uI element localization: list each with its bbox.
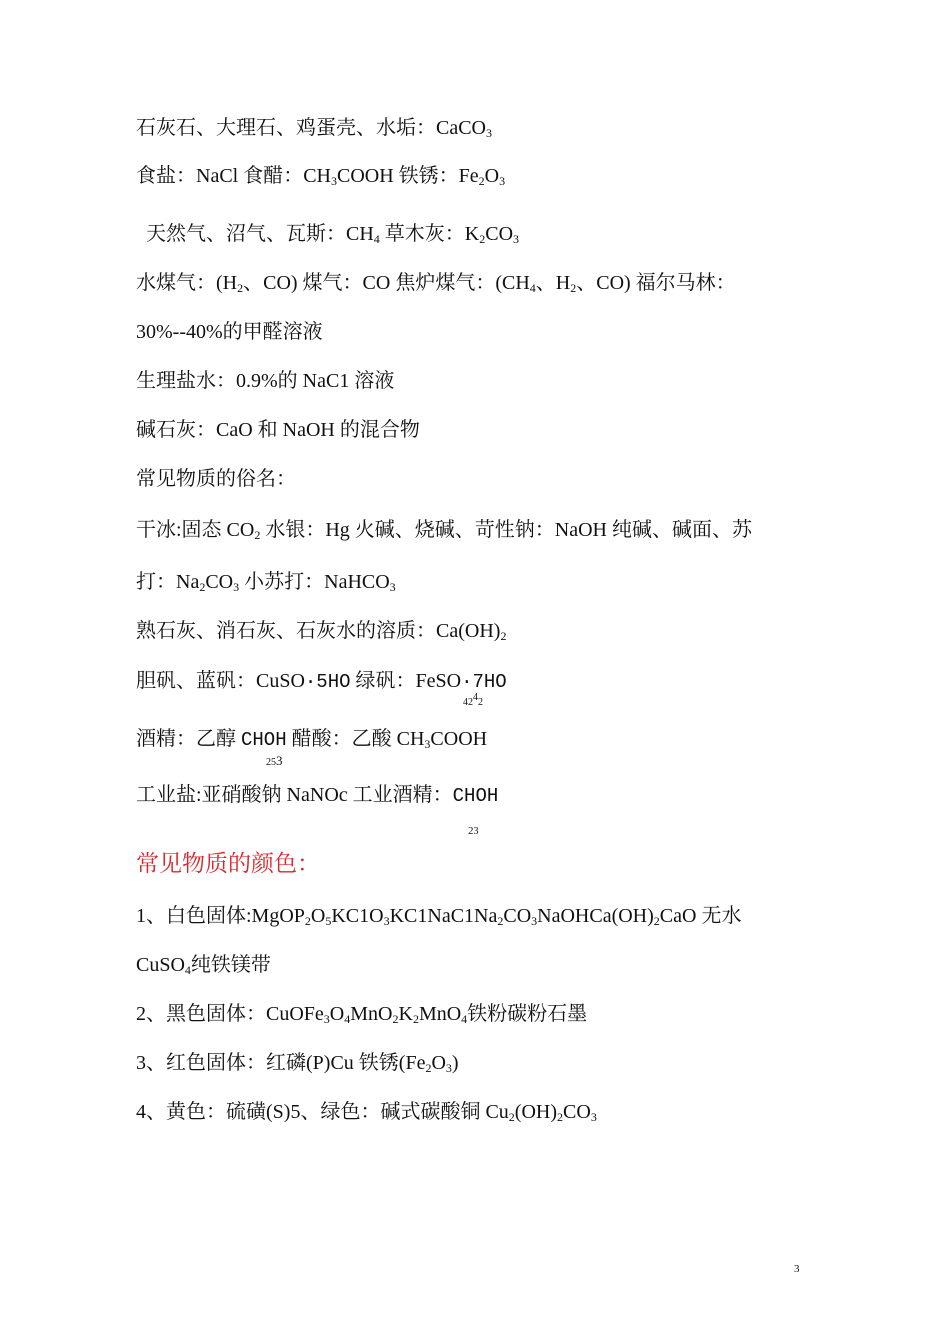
- line-natural-gas: 天然气、沼气、瓦斯：$CH_4$ 草木灰：$K_2CO_3$: [146, 223, 520, 246]
- subscript-fragment: 253: [266, 753, 283, 768]
- line-red-solids: 3、红色固体：红磷(P)Cu 铁锈$(Fe_2O_3)$: [136, 1052, 459, 1075]
- line-industrial-salt: 工业盐:亚硝酸钠 NaNOc 工业酒精：CHOH: [136, 784, 499, 807]
- line-alcohol: 酒精：乙醇 CHOH 醋酸：乙酸 $CH_3COOH$: [136, 728, 488, 751]
- line-soda: 打：$Na_2CO_3$ 小苏打：NaHCO$_3$: [136, 571, 396, 594]
- line-white-solids: 1、白色固体$:MgOP_2O_5KC1O_3KC1NaC1Na_2CO_3NaOHCa(OH)_2CaO$ 无水: [136, 905, 742, 928]
- page-number: 3: [794, 1263, 800, 1275]
- line-saline: 生理盐水：0.9%的 NaC1 溶液: [136, 370, 395, 392]
- line-limestone: 石灰石、大理石、鸡蛋壳、水垢：CaCO$_3$: [136, 117, 492, 140]
- line-yellow-green: 4、黄色：硫磺(S)5、绿色：碱式碳酸铜 $Cu_2(OH)_2CO_3$: [136, 1101, 597, 1124]
- line-black-solids: 2、黑色固体：$CuOFe_3O_4MnO_2K_2MnO_4$铁粉碳粉石墨: [136, 1003, 588, 1026]
- line-formalin: 30%--40%的甲醛溶液: [136, 321, 323, 343]
- line-white-solids-cont: CuSO$_4$纯铁镁带: [136, 954, 271, 977]
- line-water-gas: 水煤气：($H_2$、CO) 煤气：CO 焦炉煤气：($CH_4$、$H_2$、CO) 福尔马林：: [136, 272, 736, 295]
- section-heading-colors: 常见物质的颜色：: [136, 851, 320, 876]
- line-soda-lime: 碱石灰：CaO 和 NaOH 的混合物: [136, 419, 420, 441]
- line-slaked-lime: 熟石灰、消石灰、石灰水的溶质：$Ca(OH)_2$: [136, 620, 507, 643]
- line-salt-vinegar-rust: 食盐：NaCl 食醋：$CH_3COOH$ 铁锈：$Fe_2O_3$: [136, 165, 506, 188]
- line-dry-ice: 干冰:固态 $CO_2$ 水银：Hg 火碱、烧碱、苛性钠：NaOH 纯碱、碱面、苏: [136, 519, 752, 542]
- section-heading-common-names: 常见物质的俗名：: [136, 468, 296, 490]
- line-vitriol: 胆矾、蓝矾：CuSO·5HO 绿矾：FeSO·7HO: [136, 670, 507, 693]
- subscript-fragment: 4242: [463, 692, 483, 708]
- subscript-fragment: 23: [468, 825, 479, 837]
